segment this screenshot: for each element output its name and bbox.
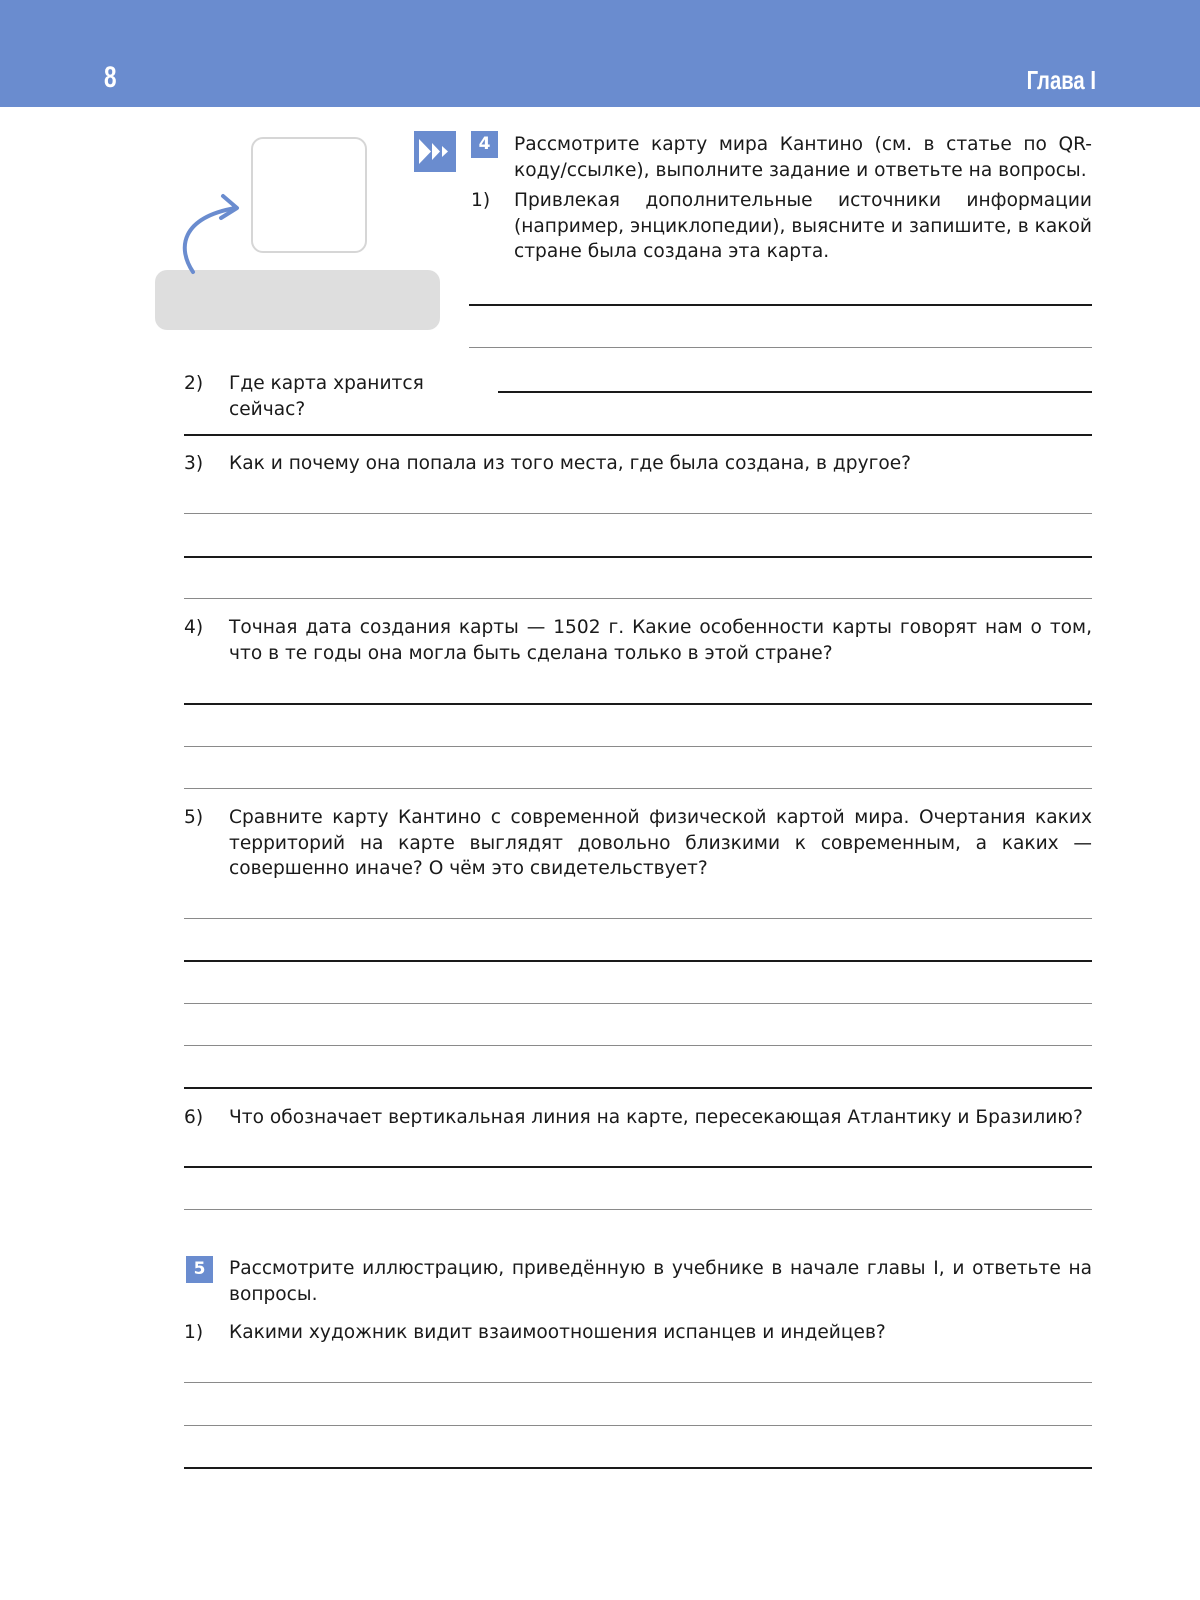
qr-code-frame[interactable] (251, 137, 367, 253)
answer-line[interactable] (184, 746, 1092, 747)
answer-line[interactable] (184, 598, 1092, 599)
answer-line[interactable] (184, 1209, 1092, 1210)
question-text: Привлекая дополнительные источники информации (например, энциклопедии), выясните и запишите, в какой стране была создана эта карта. (514, 190, 1092, 262)
question-number: 5) (184, 807, 204, 828)
answer-line[interactable] (184, 1467, 1092, 1469)
answer-line[interactable] (184, 1045, 1092, 1046)
question-text: Как и почему она попала из того места, где была создана, в другое? (229, 453, 912, 474)
fast-forward-icon (414, 131, 456, 172)
page-header (0, 0, 1200, 107)
answer-line[interactable] (184, 1425, 1092, 1426)
answer-line[interactable] (184, 703, 1092, 705)
question-text: Что обозначает вертикальная линия на карте, пересекающая Атлантику и Бразилию? (229, 1107, 1083, 1128)
answer-line[interactable] (184, 556, 1092, 558)
question-number: 4) (184, 617, 204, 638)
question-text: Где карта хранится сейчас? (229, 373, 424, 420)
task-5-intro: Рассмотрите иллюстрацию, приведённую в учебнике в начале главы I, и ответьте на вопросы. (229, 1258, 1092, 1305)
task-4-intro: Рассмотрите карту мира Кантино (см. в статье по QR-коду/ссылке), выполните задание и ответьте на вопросы. (514, 134, 1092, 181)
answer-line[interactable] (184, 788, 1092, 789)
answer-line[interactable] (184, 1166, 1092, 1168)
curved-arrow-icon (175, 190, 255, 280)
answer-line[interactable] (469, 304, 1092, 306)
answer-line[interactable] (184, 960, 1092, 962)
answer-line[interactable] (184, 1003, 1092, 1004)
question-text: Сравните карту Кантино с современной физической картой мира. Очертания каких территорий на карте выглядят довольно близкими к современным, а каких — совершенно иначе? О чём это свидетельствует? (229, 807, 1092, 879)
question-number: 2) (184, 373, 204, 394)
answer-line[interactable] (184, 513, 1092, 514)
page-number: 8 (104, 61, 117, 94)
question-number: 1) (471, 190, 491, 211)
task-number-5: 5 (186, 1256, 213, 1283)
answer-line[interactable] (184, 434, 1092, 436)
question-number: 3) (184, 453, 204, 474)
question-text: Какими художник видит взаимоотношения испанцев и индейцев? (229, 1322, 886, 1343)
answer-line[interactable] (469, 347, 1092, 348)
answer-line[interactable] (184, 1087, 1092, 1089)
chapter-title: Глава I (1026, 65, 1096, 95)
answer-line[interactable] (184, 1382, 1092, 1383)
answer-line[interactable] (184, 918, 1092, 919)
question-number: 1) (184, 1322, 204, 1343)
task-number-4: 4 (471, 131, 498, 158)
question-number: 6) (184, 1107, 204, 1128)
question-text: Точная дата создания карты — 1502 г. Какие особенности карты говорят нам о том, что в те годы она могла быть сделана только в этой стране? (229, 617, 1092, 664)
answer-line[interactable] (498, 391, 1092, 393)
